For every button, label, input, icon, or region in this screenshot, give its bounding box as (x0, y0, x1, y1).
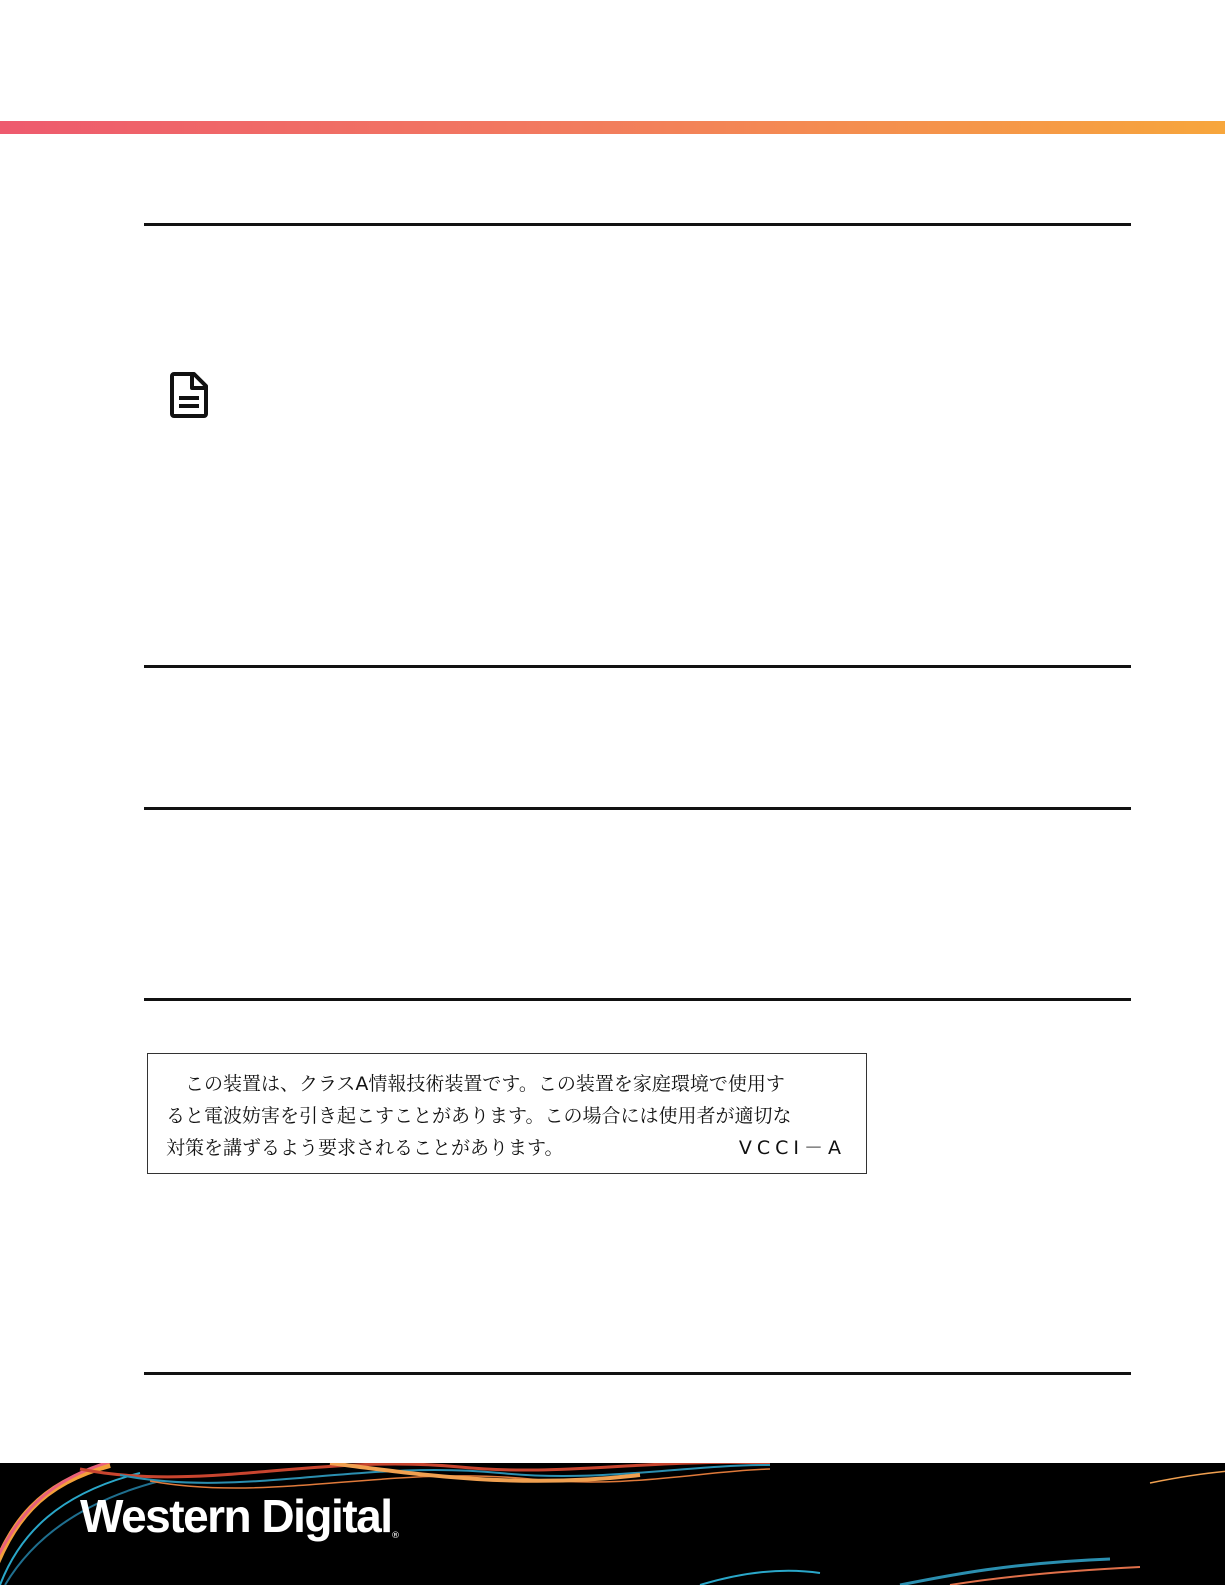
western-digital-logo: Western Digital (80, 1490, 392, 1542)
vcci-notice-box (147, 1053, 867, 1174)
section-divider (144, 807, 1131, 810)
section-divider (144, 665, 1131, 668)
registered-mark: ® (391, 1531, 400, 1541)
footer-band (0, 1463, 1225, 1585)
vcci-notice-line: 対策を講ずるよう要求されることがあります。 (166, 1137, 564, 1159)
section-divider (144, 223, 1131, 226)
header-accent-bar (0, 121, 1225, 134)
vcci-notice-line: ると電波妨害を引き起こすことがあります。この場合には使用者が適切な (166, 1105, 792, 1127)
vcci-notice-line-last (166, 1132, 850, 1164)
vcci-notice-line: この装置は、クラスA情報技術装置です。この装置を家庭環境で使用す (185, 1073, 785, 1095)
section-divider (144, 998, 1131, 1001)
vcci-class-code: VCCI－A (738, 1137, 846, 1159)
section-divider (144, 1372, 1131, 1375)
note-document-icon (170, 372, 210, 418)
